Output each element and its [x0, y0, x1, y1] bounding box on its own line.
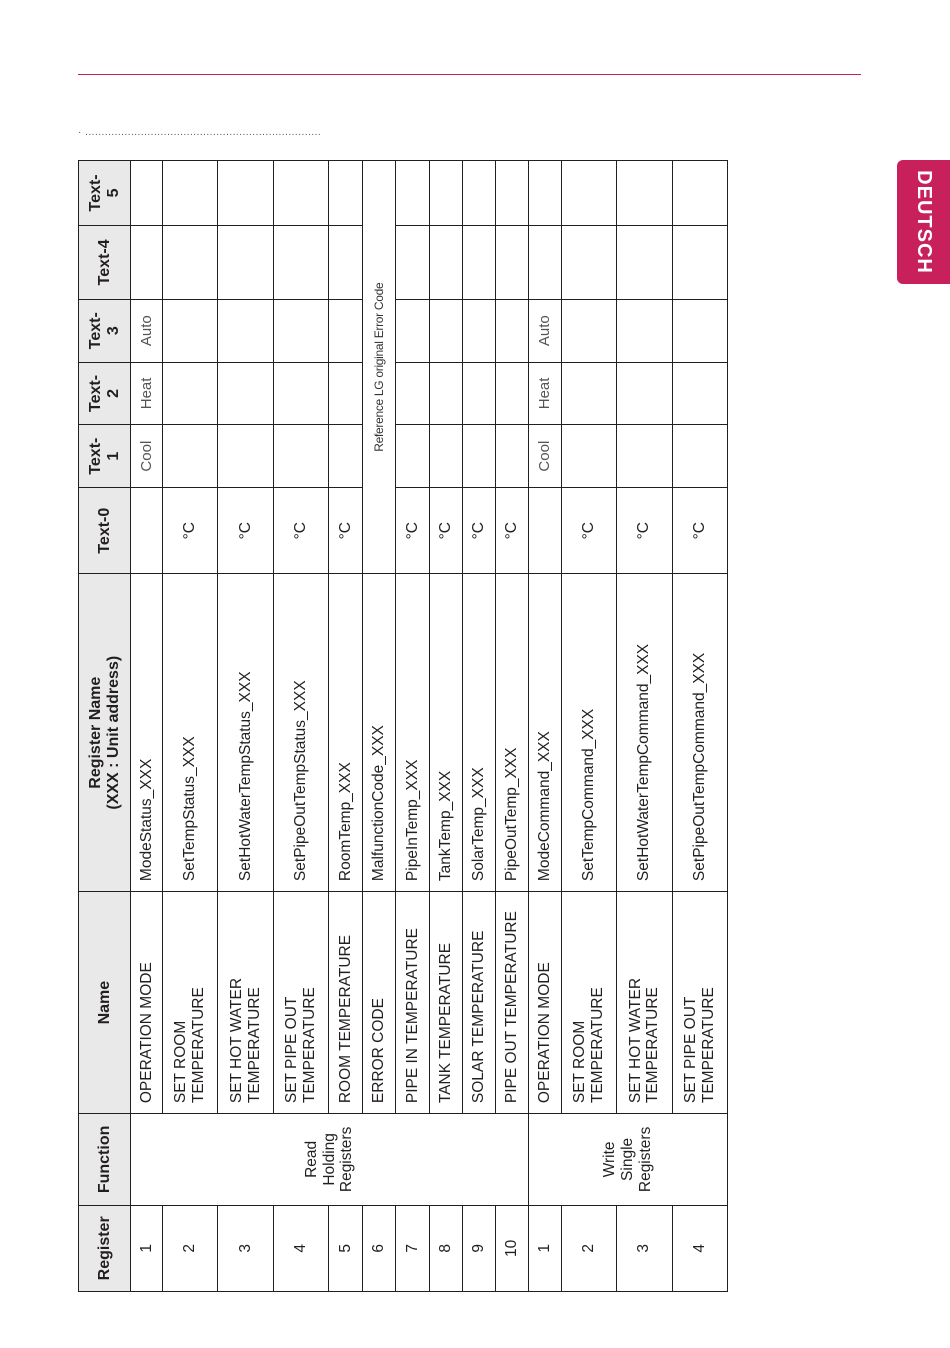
- text0-cell: °C: [396, 488, 430, 574]
- text5-cell: [131, 161, 163, 226]
- text5-cell: [396, 161, 430, 226]
- text2-cell: [273, 362, 328, 425]
- text0-cell: °C: [328, 488, 362, 574]
- name-line: OPERATION MODE: [137, 962, 155, 1104]
- text1-cell: [163, 425, 218, 488]
- name-cell: [672, 892, 727, 1114]
- header-text5: Text-5: [79, 161, 131, 226]
- name-line: SET HOT WATER: [227, 977, 245, 1104]
- text3-cell: [672, 299, 727, 362]
- text4-cell: [131, 225, 163, 299]
- text1-cell: [396, 425, 430, 488]
- text3-cell: [430, 299, 462, 362]
- name-line: ROOM TEMPERATURE: [336, 934, 354, 1104]
- name-line: TEMPERATURE: [589, 987, 607, 1104]
- text1-cell: [617, 425, 672, 488]
- name-line: SET ROOM: [571, 1020, 589, 1104]
- header-text4: Text-4: [79, 225, 131, 299]
- name-line: ERROR CODE: [370, 998, 388, 1104]
- text4-cell: [218, 225, 273, 299]
- text5-cell: [273, 161, 328, 226]
- register-cell: 2: [562, 1205, 617, 1291]
- text2-cell: [495, 362, 528, 425]
- text3-cell: [328, 299, 362, 362]
- text5-cell: [562, 161, 617, 226]
- text1-cell: [672, 425, 727, 488]
- header-register-name-line2: (XXX : Unit address): [104, 655, 122, 810]
- text3-cell: Auto: [528, 299, 561, 362]
- text0-cell: °C: [163, 488, 218, 574]
- register-name-cell: SetTempStatus_XXX: [163, 574, 218, 892]
- name-line: SOLAR TEMPERATURE: [469, 930, 487, 1104]
- name-line: PIPE IN TEMPERATURE: [403, 928, 421, 1104]
- function-line: Registers: [636, 1126, 654, 1193]
- header-register-name: [79, 574, 131, 892]
- text4-cell: [495, 225, 528, 299]
- name-cell: [528, 892, 561, 1114]
- register-table: [78, 160, 728, 1292]
- name-cell: [462, 892, 495, 1114]
- function-cell: [131, 1114, 529, 1206]
- text0-cell: °C: [430, 488, 462, 574]
- text0-cell: °C: [562, 488, 617, 574]
- text4-cell: [672, 225, 727, 299]
- language-tab: [897, 160, 950, 284]
- text5-cell: [672, 161, 727, 226]
- register-cell: 1: [131, 1205, 163, 1291]
- register-name-cell: SetTempCommand_XXX: [562, 574, 617, 892]
- name-line: OPERATION MODE: [536, 962, 554, 1104]
- text2-cell: [672, 362, 727, 425]
- text4-cell: [273, 225, 328, 299]
- text0-cell: °C: [672, 488, 727, 574]
- text5-cell: [328, 161, 362, 226]
- register-cell: 9: [462, 1205, 495, 1291]
- name-line: PIPE OUT TEMPERATURE: [502, 911, 520, 1104]
- register-name-cell: PipeInTemp_XXX: [396, 574, 430, 892]
- function-line: Registers: [338, 1126, 356, 1193]
- text5-cell: [218, 161, 273, 226]
- text3-cell: [495, 299, 528, 362]
- register-cell: 1: [528, 1205, 561, 1291]
- text4-cell: [462, 225, 495, 299]
- register-cell: 10: [495, 1205, 528, 1291]
- name-cell: [131, 892, 163, 1114]
- text2-cell: [562, 362, 617, 425]
- text4-cell: [430, 225, 462, 299]
- name-line: TANK TEMPERATURE: [437, 942, 455, 1104]
- text4-cell: [396, 225, 430, 299]
- text1-cell: [218, 425, 273, 488]
- register-name-cell: TankTemp_XXX: [430, 574, 462, 892]
- register-cell: 8: [430, 1205, 462, 1291]
- table-row: [131, 161, 163, 1292]
- name-cell: [363, 892, 396, 1114]
- function-line: Read: [302, 1140, 320, 1178]
- text5-cell: [430, 161, 462, 226]
- header-function: Function: [79, 1114, 131, 1206]
- text2-cell: [328, 362, 362, 425]
- text5-cell: [163, 161, 218, 226]
- register-name-cell: SetPipeOutTempStatus_XXX: [273, 574, 328, 892]
- text3-cell: [273, 299, 328, 362]
- register-cell: 5: [328, 1205, 362, 1291]
- register-name-cell: SolarTemp_XXX: [462, 574, 495, 892]
- text3-cell: [218, 299, 273, 362]
- text1-cell: [430, 425, 462, 488]
- header-text3: Text-3: [79, 299, 131, 362]
- header-row: [79, 161, 131, 1292]
- table-row: [528, 161, 561, 1292]
- text3-cell: [396, 299, 430, 362]
- header-name: Name: [79, 892, 131, 1114]
- text4-cell: [562, 225, 617, 299]
- register-cell: 6: [363, 1205, 396, 1291]
- header-register: Register: [79, 1205, 131, 1291]
- text4-cell: [528, 225, 561, 299]
- register-name-cell: PipeOutTemp_XXX: [495, 574, 528, 892]
- text1-cell: Cool: [131, 425, 163, 488]
- text5-cell: [462, 161, 495, 226]
- text2-cell: [163, 362, 218, 425]
- text4-cell: [163, 225, 218, 299]
- register-cell: 7: [396, 1205, 430, 1291]
- text3-cell: [163, 299, 218, 362]
- text5-cell: [495, 161, 528, 226]
- register-table-wrapper: [78, 160, 728, 1292]
- text0-cell: [528, 488, 561, 574]
- register-name-cell: ModeCommand_XXX: [528, 574, 561, 892]
- register-cell: 3: [218, 1205, 273, 1291]
- text1-cell: Cool: [528, 425, 561, 488]
- name-line: TEMPERATURE: [300, 987, 318, 1104]
- text0-cell: °C: [218, 488, 273, 574]
- text2-cell: [430, 362, 462, 425]
- name-line: TEMPERATURE: [644, 987, 662, 1104]
- register-name-cell: SetHotWaterTempStatus_XXX: [218, 574, 273, 892]
- register-name-cell: ModeStatus_XXX: [131, 574, 163, 892]
- header-text0: Text-0: [79, 488, 131, 574]
- text1-cell: [495, 425, 528, 488]
- name-cell: [163, 892, 218, 1114]
- text1-cell: [562, 425, 617, 488]
- register-cell: 4: [672, 1205, 727, 1291]
- name-cell: [328, 892, 362, 1114]
- text4-cell: [617, 225, 672, 299]
- name-line: SET PIPE OUT: [681, 996, 699, 1104]
- register-name-cell: SetPipeOutTempCommand_XXX: [672, 574, 727, 892]
- text3-cell: [617, 299, 672, 362]
- text0-cell: °C: [462, 488, 495, 574]
- text2-cell: Heat: [131, 362, 163, 425]
- function-line: Holding: [320, 1133, 338, 1186]
- register-cell: 3: [617, 1205, 672, 1291]
- text2-cell: [218, 362, 273, 425]
- dotted-line: · ........................................................................: [78, 127, 322, 138]
- text0-cell: °C: [617, 488, 672, 574]
- register-cell: 4: [273, 1205, 328, 1291]
- top-rule: [78, 74, 861, 75]
- text2-cell: [617, 362, 672, 425]
- name-cell: [495, 892, 528, 1114]
- text0-cell: °C: [273, 488, 328, 574]
- text5-cell: [528, 161, 561, 226]
- function-line: Single: [619, 1137, 637, 1181]
- header-text1: Text-1: [79, 425, 131, 488]
- table-body: [131, 161, 728, 1292]
- text3-cell: [462, 299, 495, 362]
- register-name-cell: RoomTemp_XXX: [328, 574, 362, 892]
- name-line: SET ROOM: [172, 1020, 190, 1104]
- text1-cell: [328, 425, 362, 488]
- language-tab-label: DEUTSCH: [913, 170, 935, 274]
- text1-cell: [273, 425, 328, 488]
- text4-cell: [328, 225, 362, 299]
- name-line: TEMPERATURE: [699, 987, 717, 1104]
- name-cell: [273, 892, 328, 1114]
- name-line: TEMPERATURE: [245, 987, 263, 1104]
- header-text2: Text-2: [79, 362, 131, 425]
- error-code-reference-cell: Reference LG original Error Code: [363, 161, 396, 574]
- text5-cell: [617, 161, 672, 226]
- text0-cell: [131, 488, 163, 574]
- text2-cell: [462, 362, 495, 425]
- name-line: SET PIPE OUT: [283, 996, 300, 1104]
- name-line: SET HOT WATER: [626, 977, 644, 1104]
- name-cell: [218, 892, 273, 1114]
- text1-cell: [462, 425, 495, 488]
- name-cell: [396, 892, 430, 1114]
- text0-cell: °C: [495, 488, 528, 574]
- header-register-name-line1: Register Name: [86, 676, 104, 789]
- register-cell: 2: [163, 1205, 218, 1291]
- text2-cell: [396, 362, 430, 425]
- name-cell: [562, 892, 617, 1114]
- register-name-cell: MalfunctionCode_XXX: [363, 574, 396, 892]
- name-cell: [617, 892, 672, 1114]
- text3-cell: Auto: [131, 299, 163, 362]
- name-line: TEMPERATURE: [190, 987, 208, 1104]
- text3-cell: [562, 299, 617, 362]
- function-cell: [528, 1114, 727, 1206]
- text2-cell: Heat: [528, 362, 561, 425]
- function-line: Write: [601, 1141, 619, 1178]
- name-cell: [430, 892, 462, 1114]
- register-name-cell: SetHotWaterTempCommand_XXX: [617, 574, 672, 892]
